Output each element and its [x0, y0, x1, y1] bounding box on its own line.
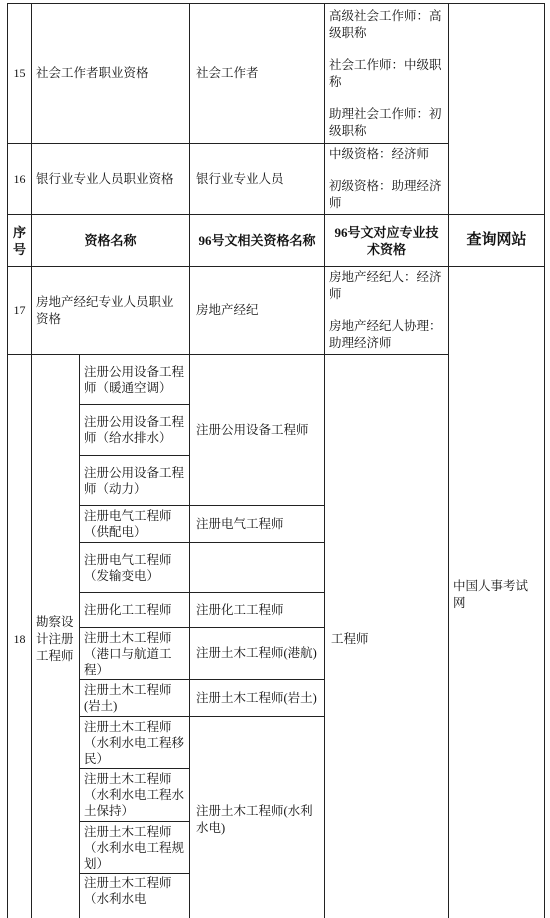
related-name: 注册土木工程师(港航) [190, 628, 325, 680]
row-number: 15 [8, 4, 32, 144]
sub-qualification: 注册土木工程师（水利水电工程水土保持） [80, 769, 190, 822]
technical-qualification: 工程师 [325, 355, 449, 918]
qualification-line: 初级资格：助理经济师 [329, 179, 442, 210]
sub-qualification: 注册土木工程师（水利水电工程移民） [80, 717, 190, 769]
header-site: 查询网站 [449, 215, 545, 267]
related-name: 房地产经纪 [190, 267, 325, 355]
related-name: 注册化工工程师 [190, 593, 325, 628]
header-qualification: 96号文对应专业技术资格 [325, 215, 449, 267]
qualification-name: 银行业专业人员职业资格 [32, 144, 190, 215]
technical-qualification [325, 144, 449, 215]
qualification-name: 勘察设计注册工程师 [32, 355, 80, 918]
related-name: 注册土木工程师(水利水电) [190, 717, 325, 918]
related-name: 社会工作者 [190, 4, 325, 144]
table-row [8, 4, 545, 144]
qualification-line: 助理社会工作师：初级职称 [329, 106, 442, 138]
sub-qualification: 注册电气工程师（发输变电） [80, 543, 190, 593]
related-name-empty [190, 543, 325, 593]
header-number: 序号 [8, 215, 32, 267]
qualification-line: 高级社会工作师：高级职称 [329, 8, 442, 40]
qualification-name: 房地产经纪专业人员职业资格 [32, 267, 190, 355]
related-name: 银行业专业人员 [190, 144, 325, 215]
qualification-line: 房地产经纪人协理：助理经济师 [329, 319, 442, 350]
related-name: 注册公用设备工程师 [190, 355, 325, 506]
header-related: 96号文相关资格名称 [190, 215, 325, 267]
query-site: 中国人事考试网 [449, 267, 545, 918]
related-name: 注册土木工程师(岩土) [190, 680, 325, 717]
table-row [8, 267, 545, 355]
sub-qualification: 注册电气工程师（供配电） [80, 506, 190, 543]
qualification-line: 房地产经纪人：经济师 [329, 270, 442, 301]
qualification-table [7, 3, 545, 918]
technical-qualification [325, 4, 449, 144]
row-number: 17 [8, 267, 32, 355]
row-number: 16 [8, 144, 32, 215]
row-number: 18 [8, 355, 32, 918]
qualification-line: 中级资格：经济师 [329, 147, 430, 161]
qualification-line: 社会工作师：中级职称 [329, 57, 442, 89]
header-name: 资格名称 [32, 215, 190, 267]
table-header-row [8, 215, 545, 267]
sub-qualification: 注册土木工程师（水利水电 [80, 874, 190, 918]
sub-qualification: 注册公用设备工程师（给水排水） [80, 405, 190, 456]
sub-qualification: 注册公用设备工程师（动力） [80, 456, 190, 506]
site-cell [449, 4, 545, 215]
sub-qualification: 注册土木工程师（水利水电工程规划） [80, 822, 190, 874]
related-name: 注册电气工程师 [190, 506, 325, 543]
sub-qualification: 注册土木工程师(岩土) [80, 680, 190, 717]
sub-qualification: 注册公用设备工程师（暖通空调） [80, 355, 190, 405]
sub-qualification: 注册土木工程师（港口与航道工程） [80, 628, 190, 680]
technical-qualification [325, 267, 449, 355]
qualification-name: 社会工作者职业资格 [32, 4, 190, 144]
sub-qualification: 注册化工工程师 [80, 593, 190, 628]
